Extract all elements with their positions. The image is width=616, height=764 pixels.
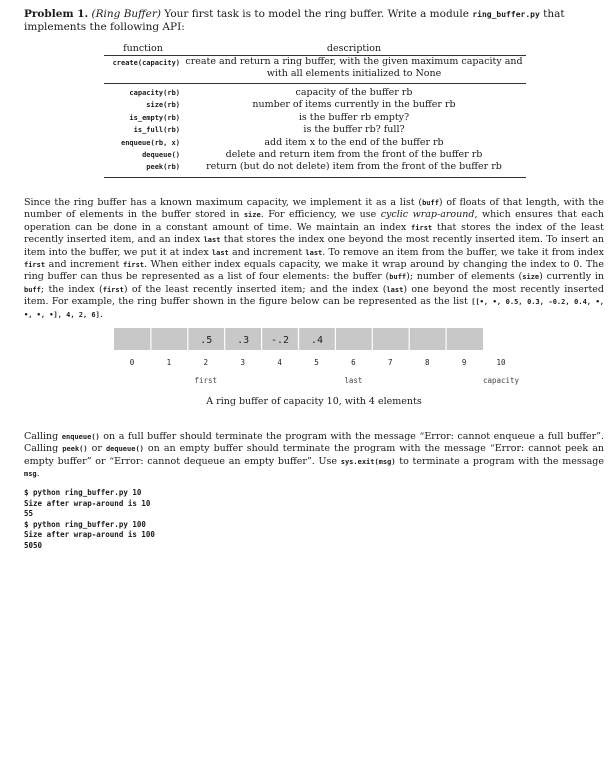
code-size: size xyxy=(243,211,261,220)
index-label: 3 xyxy=(240,358,245,367)
problem-title: (Ring Buffer) xyxy=(91,8,161,20)
error-handling-paragraph xyxy=(24,431,604,481)
api-function: dequeue() xyxy=(142,151,180,160)
text-run: . For efficiency, we use xyxy=(260,209,381,221)
text-run: Calling xyxy=(24,431,62,442)
text-run: ) currently in xyxy=(539,271,605,283)
problem-heading xyxy=(24,8,604,34)
code-last: last xyxy=(203,236,221,245)
first-marker: first xyxy=(194,376,218,385)
figure-caption: A ring buffer of capacity 10, with 4 elements xyxy=(206,396,422,407)
text-run: . xyxy=(36,468,40,480)
last-marker: last xyxy=(344,376,363,385)
api-function: enqueue(rb, x) xyxy=(120,138,180,147)
code-first: first xyxy=(411,223,433,232)
index-label: 10 xyxy=(496,358,506,367)
api-function: capacity(rb) xyxy=(129,89,180,97)
code-size: size xyxy=(522,273,540,282)
index-label: 7 xyxy=(388,358,393,367)
code-msg: msg xyxy=(24,470,37,479)
text-run: on a full buffer should terminate the program with the message “Error: cannot enqueue a full buffer”. Calling xyxy=(24,431,604,455)
api-header-description: description xyxy=(182,43,526,56)
api-row xyxy=(104,124,526,136)
text-run: on an empty buffer should terminate the program with the message “Error: cannot peek an empty buffer” or “Error: cannot dequeue an empty buffer”. Use xyxy=(24,443,604,467)
code-first: first xyxy=(102,285,124,294)
api-row xyxy=(104,84,526,100)
code-first: first xyxy=(24,261,46,270)
intro-text-before: Your first task is to model the ring buffer. Write a module xyxy=(164,8,469,20)
api-row xyxy=(104,161,526,177)
code-last: last xyxy=(386,285,404,294)
api-description: delete and return item from the front of the buffer rb xyxy=(225,149,483,161)
code-buff: buff xyxy=(389,273,407,282)
index-label: 6 xyxy=(351,358,356,367)
terminal-line: Size after wrap-around is 100 xyxy=(24,530,155,540)
text-run: ) one beyond the most recently inserted item. For example, the ring buffer shown in the figure below can be represented as the list xyxy=(24,283,604,308)
api-row xyxy=(104,99,526,111)
api-function: is_empty(rb) xyxy=(129,113,180,122)
text-run: . When either index equals capacity, we make it wrap around by changing the index to 0. The ring buffer can thus be represented as a list of four elements: the buffer ( xyxy=(24,259,604,283)
index-label: 8 xyxy=(424,358,430,367)
cell-value: .5 xyxy=(200,335,213,346)
api-row xyxy=(104,112,526,124)
api-table xyxy=(104,43,526,178)
code-example-list: [[•, •, 0.5, 0.3, -0.2, 0.4, •, •, •, •], 4, 2, 6] xyxy=(24,298,604,319)
text-run: , which ensures that each operation can be done in a constant amount of time. We maintain an index xyxy=(24,209,605,233)
code-last: last xyxy=(305,248,323,257)
text-run: Since the ring buffer has a known maximum capacity, we implement it as a list ( xyxy=(24,197,423,208)
index-label: 1 xyxy=(166,358,172,367)
ring-buffer-figure xyxy=(114,327,534,393)
api-description: capacity of the buffer rb xyxy=(295,87,413,98)
terminal-output xyxy=(24,488,155,552)
code-enqueue: enqueue() xyxy=(61,433,100,441)
problem-number: Problem 1. xyxy=(24,8,89,20)
cell-value: .4 xyxy=(310,335,323,346)
ring-buffer-diagram xyxy=(114,327,534,389)
emphasis-cyclic-wrap-around: cyclic wrap-around xyxy=(380,209,475,221)
code-last: last xyxy=(211,248,229,257)
text-run: that stores the index of the least recently inserted item, and an index xyxy=(24,221,604,246)
text-run: and increment xyxy=(228,246,306,258)
text-run: . xyxy=(99,308,103,320)
terminal-line: $ python ring_buffer.py 10 xyxy=(24,488,142,497)
index-label: 9 xyxy=(461,358,467,367)
terminal-line: Size after wrap-around is 10 xyxy=(24,498,151,508)
code-first: first xyxy=(122,261,145,270)
module-filename: ring_buffer.py xyxy=(472,10,540,19)
cell-value: -.2 xyxy=(271,335,290,346)
code-buff: buff xyxy=(24,285,41,294)
api-function: create(capacity) xyxy=(104,56,182,84)
text-run: that stores the index one beyond the most recently inserted item. To insert an item into the buffer, we put it at index xyxy=(24,234,604,258)
api-description: return (but do not delete) item from the front of the buffer rb xyxy=(182,161,526,177)
api-description: number of items currently in the buffer rb xyxy=(252,99,456,111)
text-run: and increment xyxy=(45,259,123,271)
intro-text-after: that implements the following API: xyxy=(24,8,565,33)
capacity-marker: capacity xyxy=(482,376,520,385)
terminal-line: 5050 xyxy=(24,540,43,550)
text-run: ) of the least recently inserted item; and the index ( xyxy=(123,283,387,295)
api-row xyxy=(104,137,526,149)
code-sys-exit: sys.exit(msg) xyxy=(340,457,396,466)
api-function: is_full(rb) xyxy=(133,126,180,135)
api-row xyxy=(104,149,526,161)
text-run: ); number of elements ( xyxy=(406,271,523,283)
api-header-function: function xyxy=(104,43,182,56)
text-run: . To remove an item from the buffer, we take it from index xyxy=(322,246,604,258)
text-run: or xyxy=(87,443,106,455)
api-description: is the buffer rb? full? xyxy=(303,124,405,136)
index-label: 5 xyxy=(314,358,319,367)
api-function: size(rb) xyxy=(146,101,180,110)
api-description: add item x to the end of the buffer rb xyxy=(264,136,444,148)
api-description: create and return a ring buffer, with the given maximum capacity and with all elements initialized to None xyxy=(182,56,526,84)
cell-value: .3 xyxy=(237,335,250,346)
text-run: ; the index ( xyxy=(40,283,103,295)
code-dequeue: dequeue() xyxy=(105,445,144,454)
terminal-line: $ python ring_buffer.py 100 xyxy=(24,519,146,529)
api-function: peek(rb) xyxy=(104,161,182,177)
terminal-line: 55 xyxy=(24,509,34,519)
code-peek: peek() xyxy=(62,445,88,454)
implementation-paragraph xyxy=(24,197,604,321)
code-buff: buff xyxy=(422,199,439,207)
index-label: 4 xyxy=(277,358,282,367)
api-description: is the buffer rb empty? xyxy=(298,111,410,123)
index-label: 0 xyxy=(129,358,135,367)
api-row xyxy=(104,56,526,84)
text-run: to terminate a program with the message xyxy=(395,455,605,467)
index-label: 2 xyxy=(203,358,209,367)
text-run: ) of floats of that length, with the number of elements in the buffer stored in xyxy=(24,197,604,221)
